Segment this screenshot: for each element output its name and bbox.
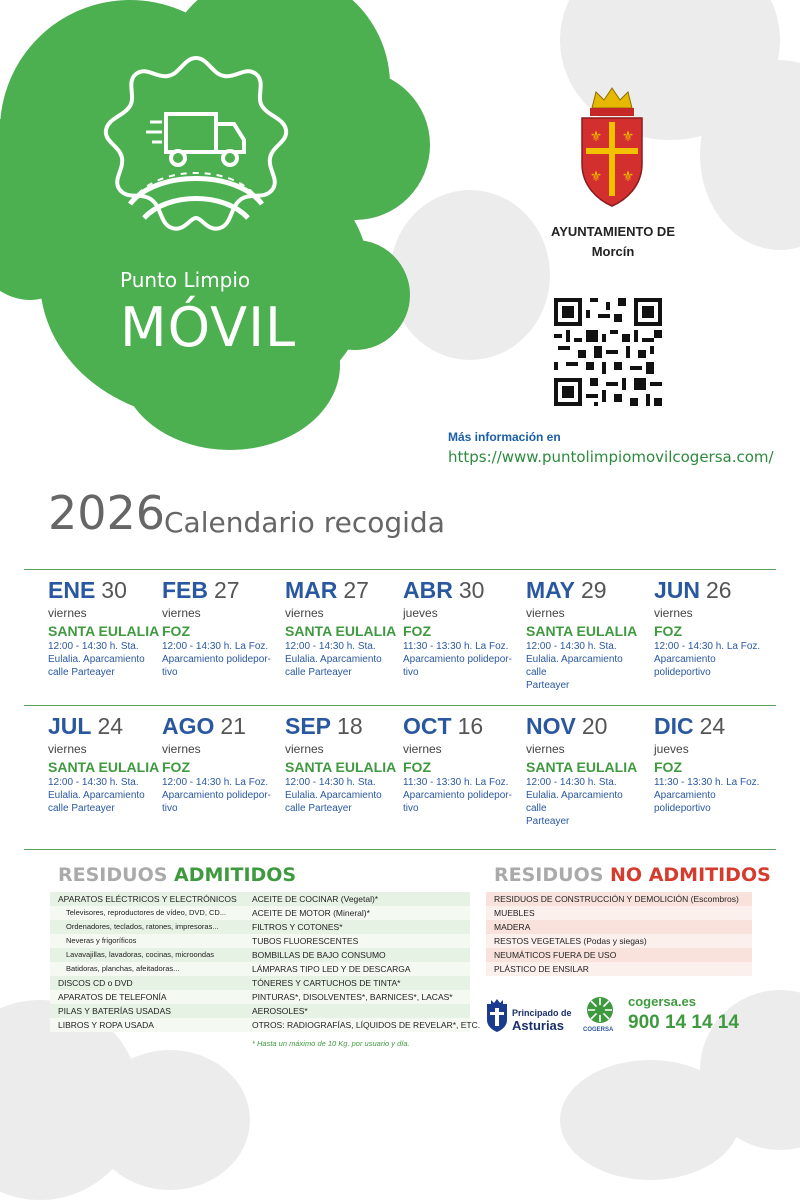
municipality-label: AYUNTAMIENTO DE bbox=[551, 224, 675, 239]
month-abbr: DIC bbox=[654, 713, 694, 739]
footnote: * Hasta un máximo de 10 Kg. por usuario y día. bbox=[252, 1039, 410, 1048]
list-item: MUEBLES bbox=[494, 908, 535, 918]
weekday: jueves bbox=[654, 742, 689, 756]
svg-text:⚜: ⚜ bbox=[589, 128, 603, 144]
list-item: PILAS Y BATERÍAS USADAS bbox=[58, 1006, 171, 1016]
month-header bbox=[162, 714, 280, 742]
month-card bbox=[654, 578, 772, 679]
schedule-detail: 12:00 - 14:30 h. Sta. bbox=[526, 641, 617, 652]
location: SANTA EULALIA bbox=[285, 759, 397, 775]
month-abbr: JUL bbox=[48, 713, 92, 739]
list-item: Ordenadores, teclados, ratones, impresoras... bbox=[66, 922, 219, 931]
weekday: viernes bbox=[285, 742, 324, 756]
schedule-detail: tivo bbox=[403, 667, 419, 678]
schedule-detail: Eulalia. Aparcamiento bbox=[285, 790, 382, 801]
website-link[interactable]: https://www.puntolimpiomovilcogersa.com/ bbox=[448, 448, 774, 466]
schedule-detail: Eulalia. Aparcamiento calle bbox=[526, 790, 623, 814]
schedule-detail: Aparcamiento polideportivo bbox=[654, 654, 716, 678]
month-day: 16 bbox=[457, 713, 484, 739]
divider bbox=[24, 705, 776, 706]
location: SANTA EULALIA bbox=[48, 623, 160, 639]
weekday: viernes bbox=[162, 742, 201, 756]
list-item: RESTOS VEGETALES (Podas y siegas) bbox=[494, 936, 647, 946]
month-abbr: JUN bbox=[654, 577, 701, 603]
month-header bbox=[285, 578, 403, 606]
month-card bbox=[162, 714, 280, 815]
schedule-detail: Parteayer bbox=[526, 680, 570, 691]
month-abbr: ENE bbox=[48, 577, 96, 603]
month-day: 18 bbox=[337, 713, 363, 739]
month-day: 27 bbox=[343, 577, 369, 603]
schedule-detail: 12:00 - 14:30 h. Sta. bbox=[48, 641, 139, 652]
cogersa-logo-icon bbox=[586, 996, 614, 1024]
weekday: viernes bbox=[162, 606, 201, 620]
schedule-detail: 12:00 - 14:30 h. La Foz. bbox=[162, 641, 269, 652]
schedule-detail: Aparcamiento polidepor- bbox=[403, 790, 512, 801]
svg-text:⚜: ⚜ bbox=[621, 128, 635, 144]
schedule-detail: Eulalia. Aparcamiento bbox=[48, 654, 145, 665]
list-item: BOMBILLAS DE BAJO CONSUMO bbox=[252, 950, 386, 960]
qr-code-icon[interactable] bbox=[554, 298, 662, 406]
month-day: 30 bbox=[458, 577, 485, 603]
month-day: 24 bbox=[97, 713, 124, 739]
schedule-detail: Eulalia. Aparcamiento bbox=[285, 654, 382, 665]
month-header bbox=[162, 578, 280, 606]
month-card bbox=[48, 714, 166, 815]
weekday: viernes bbox=[526, 742, 565, 756]
list-item: LIBROS Y ROPA USADA bbox=[58, 1020, 154, 1030]
list-item: PINTURAS*, DISOLVENTES*, BARNICES*, LACAS* bbox=[252, 992, 453, 1002]
schedule-detail: 12:00 - 14:30 h. Sta. bbox=[285, 641, 376, 652]
month-abbr: AGO bbox=[162, 713, 215, 739]
svg-text:⚜: ⚜ bbox=[621, 168, 635, 184]
municipality-name: Morcín bbox=[591, 244, 635, 259]
divider bbox=[24, 849, 776, 850]
cogersa-label: COGERSA bbox=[583, 1027, 614, 1033]
phone-number[interactable]: 900 14 14 14 bbox=[628, 1012, 739, 1033]
schedule-detail: 11:30 - 13:30 h. La Foz. bbox=[654, 777, 760, 788]
list-item: OTROS: RADIOGRAFÍAS, LÍQUIDOS DE REVELAR*, ETC. bbox=[252, 1020, 481, 1030]
schedule-detail: Aparcamiento polideportivo bbox=[654, 790, 716, 814]
asturias-label: Principado de bbox=[512, 1008, 572, 1018]
coat-of-arms-icon bbox=[576, 86, 648, 208]
month-header bbox=[403, 578, 521, 606]
schedule-detail: Aparcamiento polidepor- bbox=[403, 654, 512, 665]
schedule-detail: 12:00 - 14:30 h. Sta. bbox=[285, 777, 376, 788]
weekday: viernes bbox=[48, 742, 87, 756]
list-item: RESIDUOS DE CONSTRUCCIÓN Y DEMOLICIÓN (Escombros) bbox=[494, 894, 739, 904]
month-day: 24 bbox=[699, 713, 726, 739]
schedule-detail: Parteayer bbox=[526, 816, 570, 827]
month-day: 27 bbox=[214, 577, 240, 603]
divider bbox=[24, 569, 776, 570]
list-item: LÁMPARAS TIPO LED Y DE DESCARGA bbox=[252, 964, 411, 974]
month-card bbox=[48, 578, 166, 679]
list-item: PLÁSTICO DE ENSILAR bbox=[494, 964, 589, 974]
schedule-detail: Eulalia. Aparcamiento calle bbox=[526, 654, 623, 678]
month-abbr: OCT bbox=[403, 713, 452, 739]
month-card bbox=[526, 578, 644, 692]
location: SANTA EULALIA bbox=[526, 759, 638, 775]
schedule-detail: tivo bbox=[162, 803, 178, 814]
list-item: MADERA bbox=[494, 922, 531, 932]
schedule-detail: tivo bbox=[162, 667, 178, 678]
asturias-logo-icon bbox=[486, 998, 508, 1032]
list-item: AEROSOLES* bbox=[252, 1006, 308, 1016]
month-card bbox=[403, 714, 521, 815]
list-item: Batidoras, planchas, afeitadoras... bbox=[66, 964, 180, 973]
list-item: TUBOS FLUORESCENTES bbox=[252, 936, 359, 946]
location: FOZ bbox=[654, 623, 682, 639]
schedule-detail: Aparcamiento polidepor- bbox=[162, 654, 271, 665]
not-admitted-waste-title: RESIDUOS NO ADMITIDOS bbox=[494, 864, 771, 886]
truck-road-icon bbox=[96, 54, 296, 244]
weekday: jueves bbox=[403, 606, 438, 620]
hero-title: MÓVIL bbox=[120, 296, 297, 359]
list-item: NEUMÁTICOS FUERA DE USO bbox=[494, 950, 617, 960]
month-card bbox=[285, 714, 403, 815]
month-header bbox=[654, 578, 772, 606]
month-header bbox=[403, 714, 521, 742]
schedule-detail: Aparcamiento polidepor- bbox=[162, 790, 271, 801]
month-card bbox=[654, 714, 772, 815]
schedule-detail: 12:00 - 14:30 h. La Foz. bbox=[162, 777, 269, 788]
month-card bbox=[285, 578, 403, 679]
cogersa-website[interactable]: cogersa.es bbox=[628, 994, 696, 1009]
month-day: 30 bbox=[101, 577, 127, 603]
schedule-detail: 11:30 - 13:30 h. La Foz. bbox=[403, 777, 509, 788]
month-abbr: ABR bbox=[403, 577, 453, 603]
location: SANTA EULALIA bbox=[526, 623, 638, 639]
weekday: viernes bbox=[526, 606, 565, 620]
calendar-year: 2026 bbox=[48, 486, 166, 540]
month-card bbox=[162, 578, 280, 679]
month-card bbox=[526, 714, 644, 828]
background-shape bbox=[90, 1050, 250, 1190]
month-day: 21 bbox=[220, 713, 246, 739]
schedule-detail: calle Parteayer bbox=[285, 803, 352, 814]
list-item: TÓNERES Y CARTUCHOS DE TINTA* bbox=[252, 978, 401, 988]
weekday: viernes bbox=[654, 606, 693, 620]
list-item: Lavavajillas, lavadoras, cocinas, microondas bbox=[66, 950, 214, 959]
month-abbr: MAY bbox=[526, 577, 575, 603]
month-abbr: NOV bbox=[526, 713, 576, 739]
schedule-detail: 12:00 - 14:30 h. La Foz. bbox=[654, 641, 761, 652]
list-item: FILTROS Y COTONES* bbox=[252, 922, 343, 932]
calendar-title: Calendario recogida bbox=[164, 506, 445, 539]
weekday: viernes bbox=[285, 606, 324, 620]
month-day: 26 bbox=[706, 577, 732, 603]
list-item: APARATOS DE TELEFONÍA bbox=[58, 992, 167, 1002]
weekday: viernes bbox=[48, 606, 87, 620]
month-header bbox=[48, 578, 166, 606]
location: SANTA EULALIA bbox=[285, 623, 397, 639]
svg-text:⚜: ⚜ bbox=[589, 168, 603, 184]
list-item: Televisores, reproductores de vídeo, DVD, CD... bbox=[66, 908, 227, 917]
schedule-detail: Eulalia. Aparcamiento bbox=[48, 790, 145, 801]
month-card bbox=[403, 578, 521, 679]
month-abbr: MAR bbox=[285, 577, 338, 603]
schedule-detail: tivo bbox=[403, 803, 419, 814]
schedule-detail: calle Parteayer bbox=[48, 667, 115, 678]
month-header bbox=[48, 714, 166, 742]
list-item: DISCOS CD o DVD bbox=[58, 978, 133, 988]
month-abbr: SEP bbox=[285, 713, 332, 739]
schedule-detail: 11:30 - 13:30 h. La Foz. bbox=[403, 641, 509, 652]
location: FOZ bbox=[162, 623, 190, 639]
schedule-detail: 12:00 - 14:30 h. Sta. bbox=[48, 777, 139, 788]
month-header bbox=[526, 714, 644, 742]
location: SANTA EULALIA bbox=[48, 759, 160, 775]
location: FOZ bbox=[403, 623, 431, 639]
hero-subtitle: Punto Limpio bbox=[120, 268, 251, 292]
hero-banner bbox=[0, 0, 440, 450]
location: FOZ bbox=[403, 759, 431, 775]
list-item: Neveras y frigoríficos bbox=[66, 936, 137, 945]
weekday: viernes bbox=[403, 742, 442, 756]
list-item: ACEITE DE MOTOR (Mineral)* bbox=[252, 908, 370, 918]
month-day: 20 bbox=[581, 713, 608, 739]
asturias-name: Asturias bbox=[512, 1018, 565, 1033]
month-day: 29 bbox=[581, 577, 607, 603]
month-header bbox=[526, 578, 644, 606]
list-item: ACEITE DE COCINAR (Vegetal)* bbox=[252, 894, 379, 904]
schedule-detail: 12:00 - 14:30 h. Sta. bbox=[526, 777, 617, 788]
month-header bbox=[285, 714, 403, 742]
location: FOZ bbox=[162, 759, 190, 775]
more-info-label: Más información en bbox=[448, 430, 561, 444]
month-header bbox=[654, 714, 772, 742]
list-item: APARATOS ELÉCTRICOS Y ELECTRÓNICOS bbox=[58, 894, 237, 904]
schedule-detail: calle Parteayer bbox=[285, 667, 352, 678]
month-abbr: FEB bbox=[162, 577, 208, 603]
admitted-waste-title: RESIDUOS ADMITIDOS bbox=[58, 864, 297, 886]
schedule-detail: calle Parteayer bbox=[48, 803, 115, 814]
location: FOZ bbox=[654, 759, 682, 775]
